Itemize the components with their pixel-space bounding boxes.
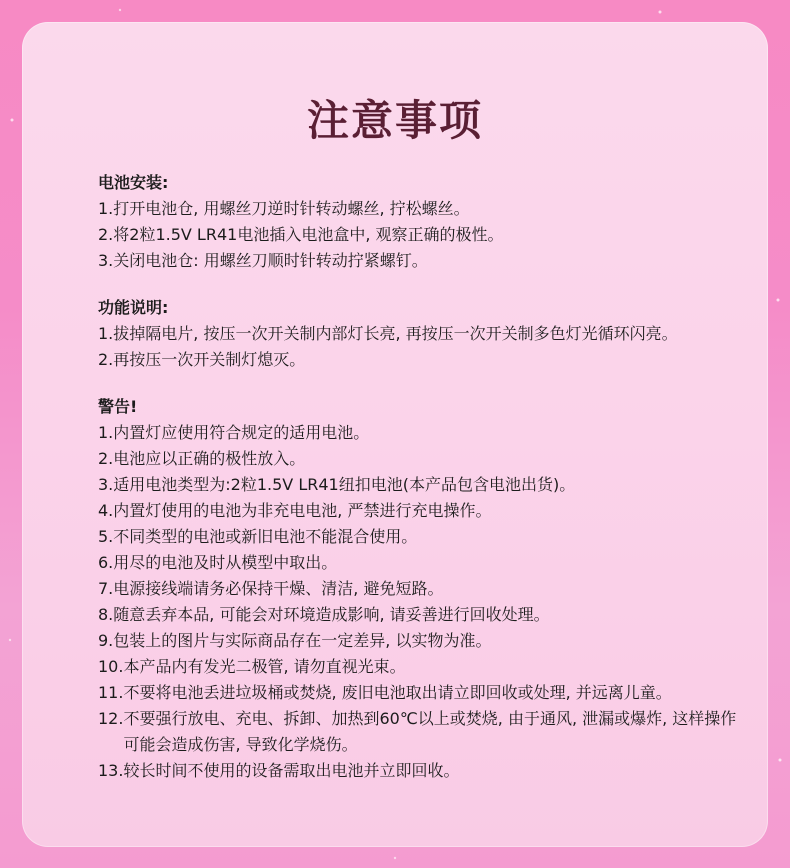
section-function-description <box>98 295 748 373</box>
list-item <box>98 680 748 706</box>
list-item <box>98 524 748 550</box>
item-text: 内置灯使用的电池为非充电电池, 严禁进行充电操作。 <box>113 501 492 520</box>
section-heading: 警告! <box>98 397 138 416</box>
item-number: 1. <box>98 199 114 218</box>
item-number: 8. <box>98 605 114 624</box>
list-item <box>98 550 748 576</box>
item-number: 7. <box>98 579 114 598</box>
item-text: 打开电池仓, 用螺丝刀逆时针转动螺丝, 拧松螺丝。 <box>113 199 470 218</box>
list-item <box>98 758 748 784</box>
list-item <box>98 347 748 373</box>
item-text: 将2粒1.5V LR41电池插入电池盒中, 观察正确的极性。 <box>113 225 504 244</box>
item-number: 1. <box>98 324 114 343</box>
list-item <box>98 576 748 602</box>
list-item <box>98 222 748 248</box>
list-item <box>98 196 748 222</box>
item-number: 3. <box>98 251 114 270</box>
list-item <box>98 498 748 524</box>
item-number: 9. <box>98 631 114 650</box>
list-item <box>98 472 748 498</box>
section-heading: 功能说明: <box>98 298 169 317</box>
list-item <box>98 420 748 446</box>
item-text: 不同类型的电池或新旧电池不能混合使用。 <box>113 527 418 546</box>
item-text: 不要强行放电、充电、拆卸、加热到60℃以上或焚烧, 由于通风, 泄漏或爆炸, 这样操作可能会造成伤害, 导致化学烧伤。 <box>123 709 737 754</box>
section-battery-installation <box>98 170 748 274</box>
item-number: 2. <box>98 350 114 369</box>
item-text: 再按压一次开关制灯熄灭。 <box>113 350 306 369</box>
notice-content <box>98 170 748 784</box>
item-text: 适用电池类型为:2粒1.5V LR41纽扣电池(本产品包含电池出货)。 <box>113 475 576 494</box>
list-item <box>98 706 748 758</box>
item-text: 拔掉隔电片, 按压一次开关制内部灯长亮, 再按压一次开关制多色灯光循环闪亮。 <box>113 324 678 343</box>
item-number: 6. <box>98 553 114 572</box>
list-item <box>98 628 748 654</box>
list-item <box>98 654 748 680</box>
section-heading: 电池安装: <box>98 173 169 192</box>
item-number: 3. <box>98 475 114 494</box>
section-warning <box>98 394 748 784</box>
list-item <box>98 446 748 472</box>
item-text: 电源接线端请务必保持干燥、清洁, 避免短路。 <box>113 579 444 598</box>
item-number: 10. <box>98 657 124 676</box>
item-text: 关闭电池仓: 用螺丝刀顺时针转动拧紧螺钉。 <box>113 251 428 270</box>
notice-card <box>22 22 768 847</box>
item-number: 2. <box>98 225 114 244</box>
item-text: 内置灯应使用符合规定的适用电池。 <box>113 423 370 442</box>
item-number: 4. <box>98 501 114 520</box>
item-number: 2. <box>98 449 114 468</box>
list-item <box>98 248 748 274</box>
item-number: 13. <box>98 761 124 780</box>
item-text: 包装上的图片与实际商品存在一定差异, 以实物为准。 <box>113 631 492 650</box>
item-text: 不要将电池丢进垃圾桶或焚烧, 废旧电池取出请立即回收或处理, 并远离儿童。 <box>123 683 672 702</box>
item-number: 11. <box>98 683 124 702</box>
item-number: 12. <box>98 709 124 728</box>
list-item <box>98 321 748 347</box>
list-item <box>98 602 748 628</box>
item-number: 5. <box>98 527 114 546</box>
item-text: 较长时间不使用的设备需取出电池并立即回收。 <box>123 761 460 780</box>
item-number: 1. <box>98 423 114 442</box>
item-text: 随意丢弃本品, 可能会对环境造成影响, 请妥善进行回收处理。 <box>113 605 550 624</box>
item-text: 用尽的电池及时从模型中取出。 <box>113 553 338 572</box>
item-text: 电池应以正确的极性放入。 <box>113 449 306 468</box>
page-title: 注意事项 <box>306 96 483 145</box>
item-text: 本产品内有发光二极管, 请勿直视光束。 <box>123 657 406 676</box>
